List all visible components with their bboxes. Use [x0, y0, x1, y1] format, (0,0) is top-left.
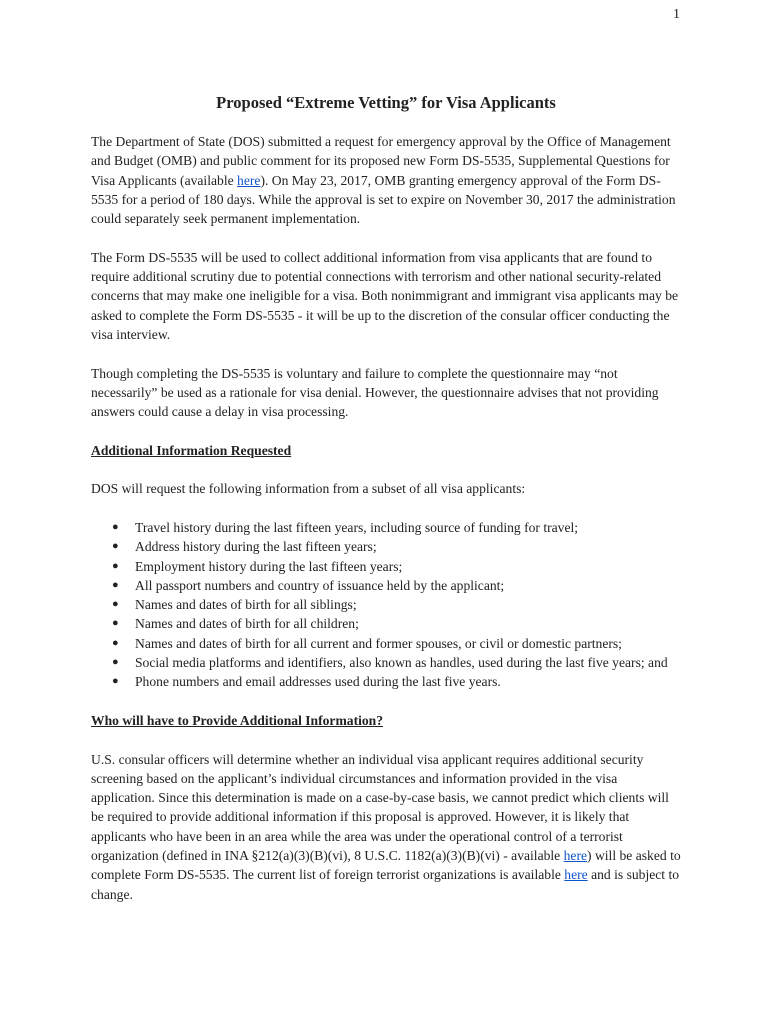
form-ds5535-link[interactable]: here [237, 172, 261, 188]
terrorist-org-list-link[interactable]: here [564, 867, 588, 883]
section2-text-b: ) will be asked to complete Form DS-5535. The current list of foreign terrorist organizations is available [91, 847, 681, 883]
section1-lead: DOS will request the following information from a subset of all visa applicants: [91, 481, 526, 497]
list-item [91, 518, 681, 537]
list-item-text: Address history during the last fifteen years; [135, 539, 377, 555]
document-title: Proposed “Extreme Vetting” for Visa Applicants [216, 93, 556, 112]
list-item-text: All passport numbers and country of issuance held by the applicant; [135, 577, 505, 593]
list-item [91, 576, 681, 595]
list-item-text: Phone numbers and email addresses used during the last five years. [135, 674, 501, 690]
bullet-icon: ● [112, 559, 119, 572]
bullet-icon: ● [112, 578, 119, 591]
list-item-text: Travel history during the last fifteen years, including source of funding for travel; [135, 519, 579, 535]
section2-text-a: U.S. consular officers will determine whether an individual visa applicant requires additional security screening based on the applicant’s individual circumstances and information provided in the visa application. Since this determination is made on a case-by-case basis, we cannot predict which clients will be required to provide additional information if this proposal is approved. However, it is likely that applicants who have been in an area while the area was under the operational control of a terrorist organization (defined in INA §212(a)(3)(B)(vi), 8 U.S.C. 1182(a)(3)(B)(vi) - available [91, 751, 669, 863]
bullet-icon: ● [112, 656, 119, 669]
list-item [91, 595, 681, 614]
list-item [91, 614, 681, 633]
intro-paragraph-2: The Form DS-5535 will be used to collect additional information from visa applicants that are found to require additional scrutiny due to potential connections with terrorism and other national security-related concerns that may make one ineligible for a visa. Both nonimmigrant and immigrant visa applicants may be asked to complete the Form DS-5535 - it will be up to the discretion of the consular officer conducting the visa interview. [91, 249, 679, 342]
intro-p1-text-b: ). On May 23, 2017, OMB granting emergency approval of the Form DS-5535 for a period of 180 days. While the approval is set to expire on November 30, 2017 the administration could separately seek permanent implementation. [91, 172, 676, 227]
section-heading-additional-info: Additional Information Requested [91, 442, 292, 458]
requested-info-list [91, 518, 681, 692]
intro-p1-text-a: The Department of State (DOS) submitted a request for emergency approval by the Office of Management and Budget (OMB) and public comment for its proposed new Form DS-5535, Supplemental Questions for Visa Applicants (available [91, 134, 671, 188]
section2-paragraph [91, 750, 681, 904]
intro-paragraph-3: Though completing the DS-5535 is voluntary and failure to complete the questionnaire may “not necessarily” be used as a rationale for visa denial. However, the questionnaire advises that not providing answers could cause a delay in visa processing. [91, 365, 659, 420]
list-item-text: Names and dates of birth for all children; [135, 616, 359, 632]
bullet-icon: ● [112, 636, 119, 649]
document-body [91, 92, 681, 923]
list-item-text: Names and dates of birth for all siblings; [135, 597, 357, 613]
list-item [91, 557, 681, 576]
bullet-icon: ● [112, 540, 119, 553]
bullet-icon: ● [112, 617, 119, 630]
list-item [91, 537, 681, 556]
list-item-text: Social media platforms and identifiers, also known as handles, used during the last five years; and [135, 655, 668, 671]
intro-paragraph-1 [91, 132, 681, 228]
bullet-icon: ● [112, 520, 119, 533]
list-item [91, 672, 681, 691]
list-item-text: Employment history during the last fifteen years; [135, 558, 403, 574]
ina-definition-link[interactable]: here [563, 847, 588, 863]
list-item-text: Names and dates of birth for all current and former spouses, or civil or domestic partners; [135, 635, 622, 651]
page-number: 1 [673, 7, 680, 22]
bullet-icon: ● [112, 675, 119, 688]
bullet-icon: ● [112, 598, 119, 611]
list-item [91, 634, 681, 653]
section-heading-who-provides: Who will have to Provide Additional Information? [91, 712, 384, 728]
list-item [91, 653, 681, 672]
section2-text-c: and is subject to change. [91, 867, 680, 902]
